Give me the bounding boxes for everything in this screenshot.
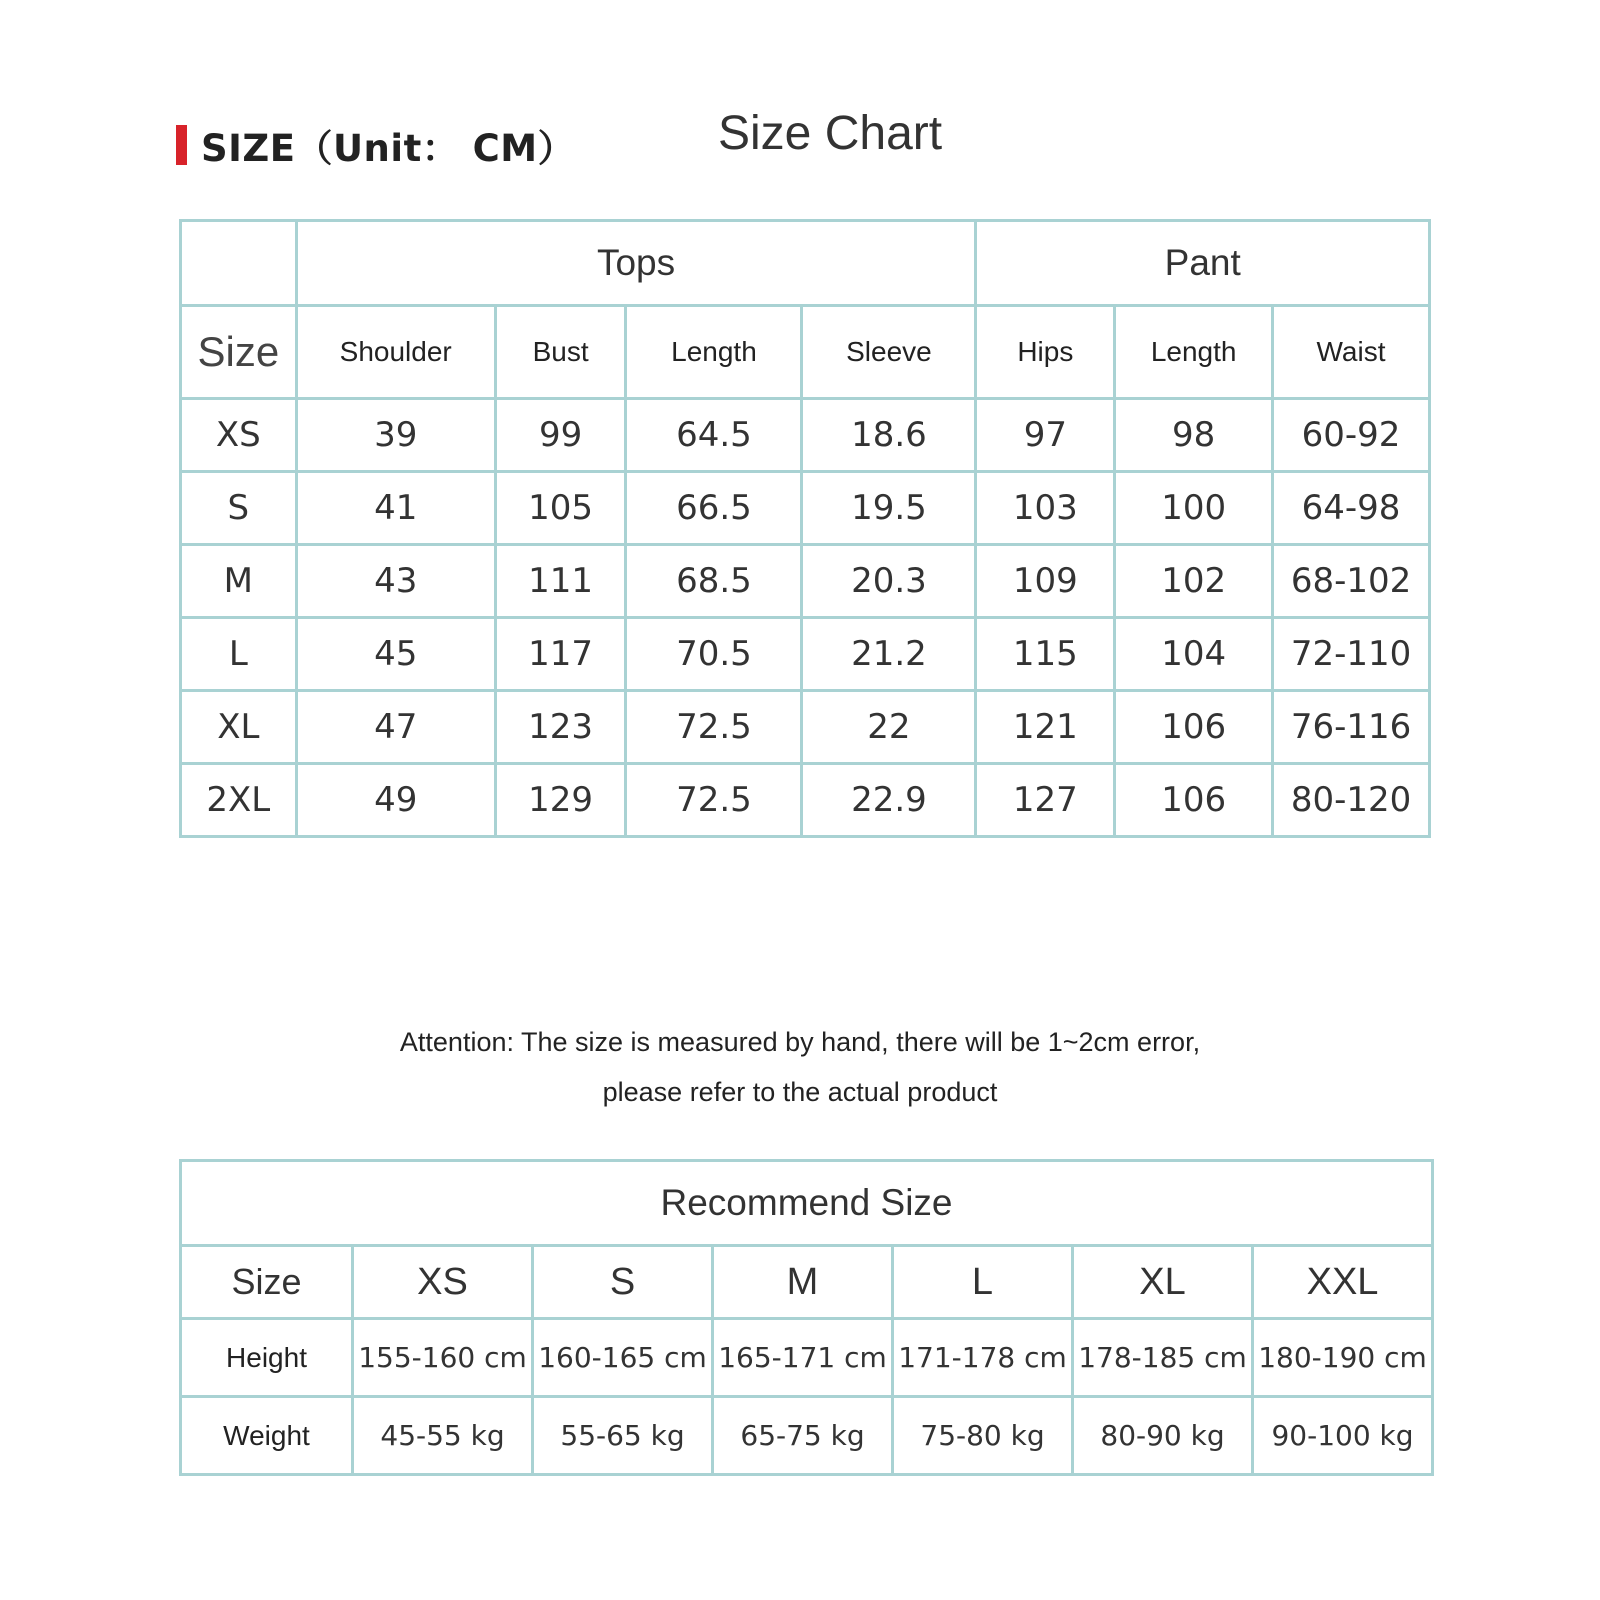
size-m-header: M	[713, 1246, 893, 1319]
shoulder-cell: 43	[296, 545, 495, 618]
sleeve-cell: 20.3	[802, 545, 976, 618]
height-cell: 155-160 cm	[353, 1319, 533, 1397]
table-row	[181, 399, 1430, 472]
size-s-header: S	[533, 1246, 713, 1319]
bust-cell: 105	[495, 472, 626, 545]
waist-cell: 68-102	[1273, 545, 1430, 618]
bust-cell: 117	[495, 618, 626, 691]
weight-cell: 45-55 kg	[353, 1397, 533, 1475]
hips-cell: 103	[976, 472, 1115, 545]
size-cell: 2XL	[181, 764, 297, 837]
size-table	[179, 219, 1431, 838]
table-row	[181, 1397, 1433, 1475]
row-label-weight: Weight	[181, 1397, 353, 1475]
column-header-shoulder: Shoulder	[296, 306, 495, 399]
recommend-size-title: Recommend Size	[181, 1161, 1433, 1246]
waist-cell: 76-116	[1273, 691, 1430, 764]
sleeve-cell: 22	[802, 691, 976, 764]
weight-cell: 65-75 kg	[713, 1397, 893, 1475]
pant-length-cell: 106	[1115, 691, 1273, 764]
tops-length-cell: 72.5	[626, 691, 802, 764]
attention-note-line-2: please refer to the actual product	[602, 1077, 998, 1107]
size-unit-label: SIZE（Unit： CM）	[201, 127, 576, 170]
size-heading	[176, 115, 575, 175]
pant-length-cell: 98	[1115, 399, 1273, 472]
waist-cell: 80-120	[1273, 764, 1430, 837]
chart-title: Size Chart	[718, 107, 943, 160]
column-header-tops-length: Length	[626, 306, 802, 399]
tops-length-cell: 64.5	[626, 399, 802, 472]
table-row	[181, 1246, 1433, 1319]
hips-cell: 115	[976, 618, 1115, 691]
pant-length-cell: 100	[1115, 472, 1273, 545]
table-row	[181, 545, 1430, 618]
table-row	[181, 691, 1430, 764]
waist-cell: 64-98	[1273, 472, 1430, 545]
height-cell: 180-190 cm	[1253, 1319, 1433, 1397]
tops-length-cell: 66.5	[626, 472, 802, 545]
bust-cell: 99	[495, 399, 626, 472]
tops-group-header: Tops	[296, 221, 976, 306]
height-cell: 171-178 cm	[893, 1319, 1073, 1397]
height-cell: 178-185 cm	[1073, 1319, 1253, 1397]
size-cell: L	[181, 618, 297, 691]
shoulder-cell: 47	[296, 691, 495, 764]
weight-cell: 75-80 kg	[893, 1397, 1073, 1475]
pant-length-cell: 102	[1115, 545, 1273, 618]
waist-cell: 72-110	[1273, 618, 1430, 691]
table-row	[181, 764, 1430, 837]
size-cell: M	[181, 545, 297, 618]
attention-note-line-1: Attention: The size is measured by hand, there will be 1~2cm error,	[399, 1027, 1201, 1057]
column-header-size: Size	[181, 306, 297, 399]
recommend-size-table	[179, 1159, 1434, 1476]
bust-cell: 129	[495, 764, 626, 837]
table-row	[181, 1319, 1433, 1397]
weight-cell: 55-65 kg	[533, 1397, 713, 1475]
accent-bar	[176, 125, 187, 165]
row-label-height: Height	[181, 1319, 353, 1397]
hips-cell: 127	[976, 764, 1115, 837]
shoulder-cell: 49	[296, 764, 495, 837]
hips-cell: 97	[976, 399, 1115, 472]
tops-length-cell: 68.5	[626, 545, 802, 618]
shoulder-cell: 45	[296, 618, 495, 691]
column-header-waist: Waist	[1273, 306, 1430, 399]
size-xs-header: XS	[353, 1246, 533, 1319]
sleeve-cell: 22.9	[802, 764, 976, 837]
table-row	[181, 618, 1430, 691]
weight-cell: 90-100 kg	[1253, 1397, 1433, 1475]
shoulder-cell: 41	[296, 472, 495, 545]
tops-length-cell: 72.5	[626, 764, 802, 837]
size-cell: S	[181, 472, 297, 545]
height-cell: 160-165 cm	[533, 1319, 713, 1397]
sleeve-cell: 21.2	[802, 618, 976, 691]
size-l-header: L	[893, 1246, 1073, 1319]
bust-cell: 123	[495, 691, 626, 764]
column-header-bust: Bust	[495, 306, 626, 399]
size-cell: XS	[181, 399, 297, 472]
size-xl-header: XL	[1073, 1246, 1253, 1319]
empty-corner-cell	[181, 221, 297, 306]
pant-group-header: Pant	[976, 221, 1430, 306]
bust-cell: 111	[495, 545, 626, 618]
tops-length-cell: 70.5	[626, 618, 802, 691]
sleeve-cell: 18.6	[802, 399, 976, 472]
waist-cell: 60-92	[1273, 399, 1430, 472]
column-header-sleeve: Sleeve	[802, 306, 976, 399]
column-header-hips: Hips	[976, 306, 1115, 399]
column-header-pant-length: Length	[1115, 306, 1273, 399]
pant-length-cell: 106	[1115, 764, 1273, 837]
size-xxl-header: XXL	[1253, 1246, 1433, 1319]
pant-length-cell: 104	[1115, 618, 1273, 691]
height-cell: 165-171 cm	[713, 1319, 893, 1397]
weight-cell: 80-90 kg	[1073, 1397, 1253, 1475]
sleeve-cell: 19.5	[802, 472, 976, 545]
size-cell: XL	[181, 691, 297, 764]
hips-cell: 109	[976, 545, 1115, 618]
row-label-size: Size	[181, 1246, 353, 1319]
table-row	[181, 472, 1430, 545]
shoulder-cell: 39	[296, 399, 495, 472]
hips-cell: 121	[976, 691, 1115, 764]
